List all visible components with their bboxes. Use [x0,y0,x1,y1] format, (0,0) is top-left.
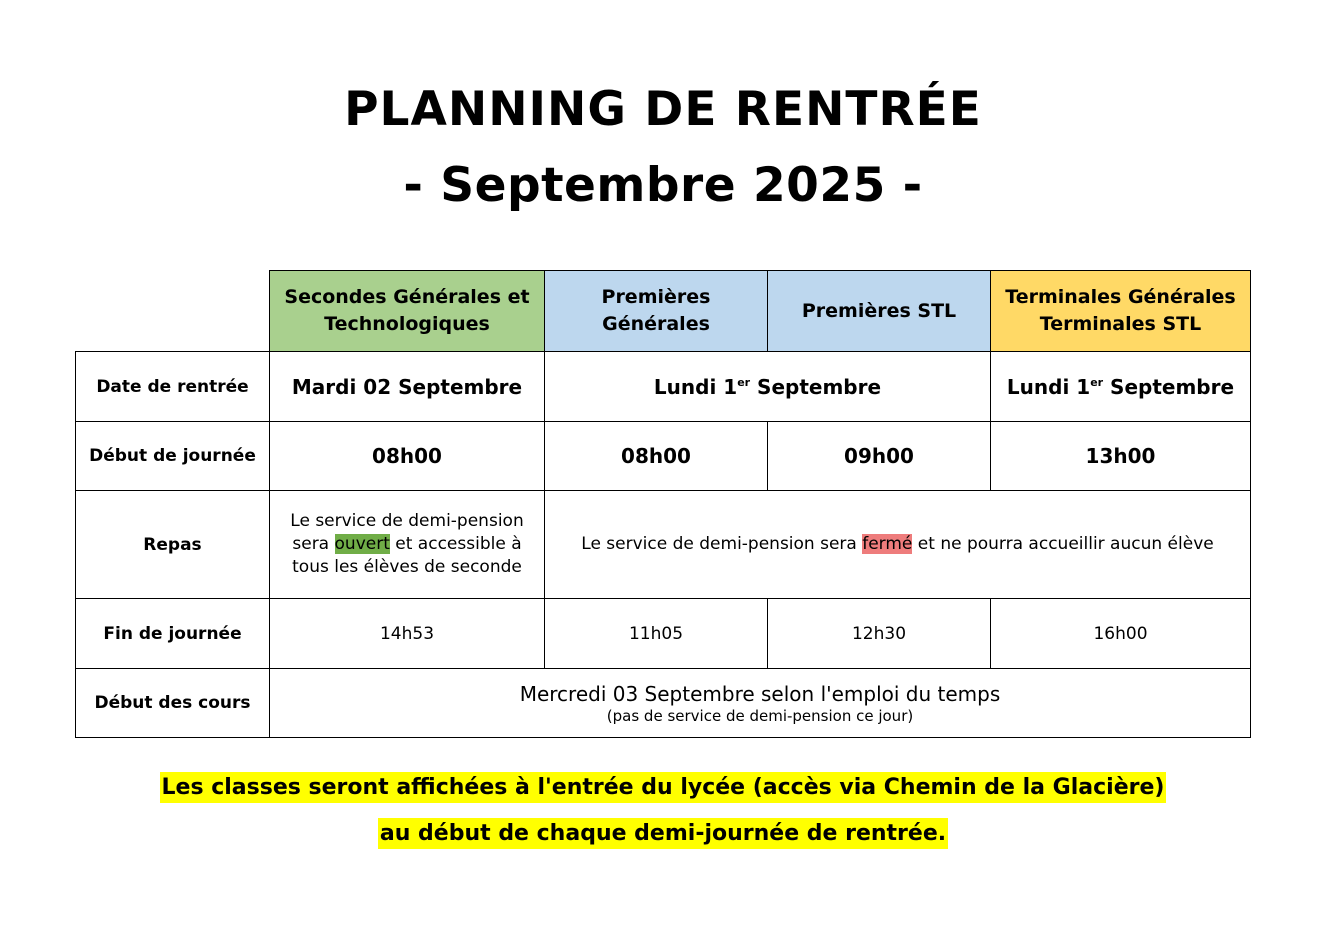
cell-repas-others [545,491,1251,599]
debut-cours-sub: (pas de service de demi-pension ce jour) [606,706,914,725]
cell-fin-terminales: 16h00 [991,599,1251,669]
row-label-date-rentree: Date de rentrée [76,352,270,422]
cell-fin-secondes: 14h53 [270,599,545,669]
notice-line-1-text: Les classes seront affichées à l'entrée du lycée (accès via Chemin de la Glacière) [160,772,1167,803]
row-debut-journee [76,422,1251,491]
header-terminales [991,271,1251,352]
date-terminales-sup: er [1090,375,1104,389]
planning-table [75,270,1251,738]
row-repas [76,491,1251,599]
date-premieres-suffix: Septembre [750,374,882,399]
repas-ferme-highlight: fermé [862,534,913,554]
row-label-repas: Repas [76,491,270,599]
cell-debut-cours [270,669,1251,738]
repas-ouvert-highlight: ouvert [334,534,390,554]
cell-fin-premieres-stl: 12h30 [768,599,991,669]
header-corner [76,271,270,352]
header-terminales-line1: Terminales Générales [1005,286,1236,308]
page-subtitle: - Septembre 2025 - [403,158,923,213]
row-fin-journee [76,599,1251,669]
cell-fin-premieres-generales: 11h05 [545,599,768,669]
cell-date-secondes: Mardi 02 Septembre [270,352,545,422]
cell-debut-terminales: 13h00 [991,422,1251,491]
cell-debut-premieres-stl: 09h00 [768,422,991,491]
header-premieres-generales: Premières Générales [545,271,768,352]
cell-date-terminales [991,352,1251,422]
cell-repas-secondes [270,491,545,599]
repas-others-before: Le service de demi-pension sera [581,534,863,554]
notice-line-1 [0,775,1326,800]
date-terminales-suffix: Septembre [1103,374,1235,399]
row-debut-cours [76,669,1251,738]
repas-secondes-after: et accessible à tous les élèves de seconde [292,534,522,577]
row-label-fin-journee: Fin de journée [76,599,270,669]
notice-line-2-text: au début de chaque demi-journée de rentrée. [378,818,948,849]
row-date-rentree [76,352,1251,422]
date-premieres-prefix: Lundi 1 [653,374,738,399]
page-title: PLANNING DE RENTRÉE [344,82,982,137]
repas-secondes-before: Le service de demi-pension sera [290,511,524,554]
date-premieres-sup: er [737,375,751,389]
debut-cours-main: Mercredi 03 Septembre selon l'emploi du temps [519,681,1001,706]
date-terminales-prefix: Lundi 1 [1006,374,1091,399]
cell-debut-secondes: 08h00 [270,422,545,491]
header-secondes: Secondes Générales et Technologiques [270,271,545,352]
repas-others-after: et ne pourra accueillir aucun élève [912,534,1214,554]
row-label-debut-cours: Début des cours [76,669,270,738]
header-row [76,271,1251,352]
header-terminales-line2: Terminales STL [1039,313,1202,335]
notice-line-2 [0,821,1326,846]
cell-debut-premieres-generales: 08h00 [545,422,768,491]
row-label-debut-journee: Début de journée [76,422,270,491]
header-premieres-stl: Premières STL [768,271,991,352]
cell-date-premieres [545,352,991,422]
